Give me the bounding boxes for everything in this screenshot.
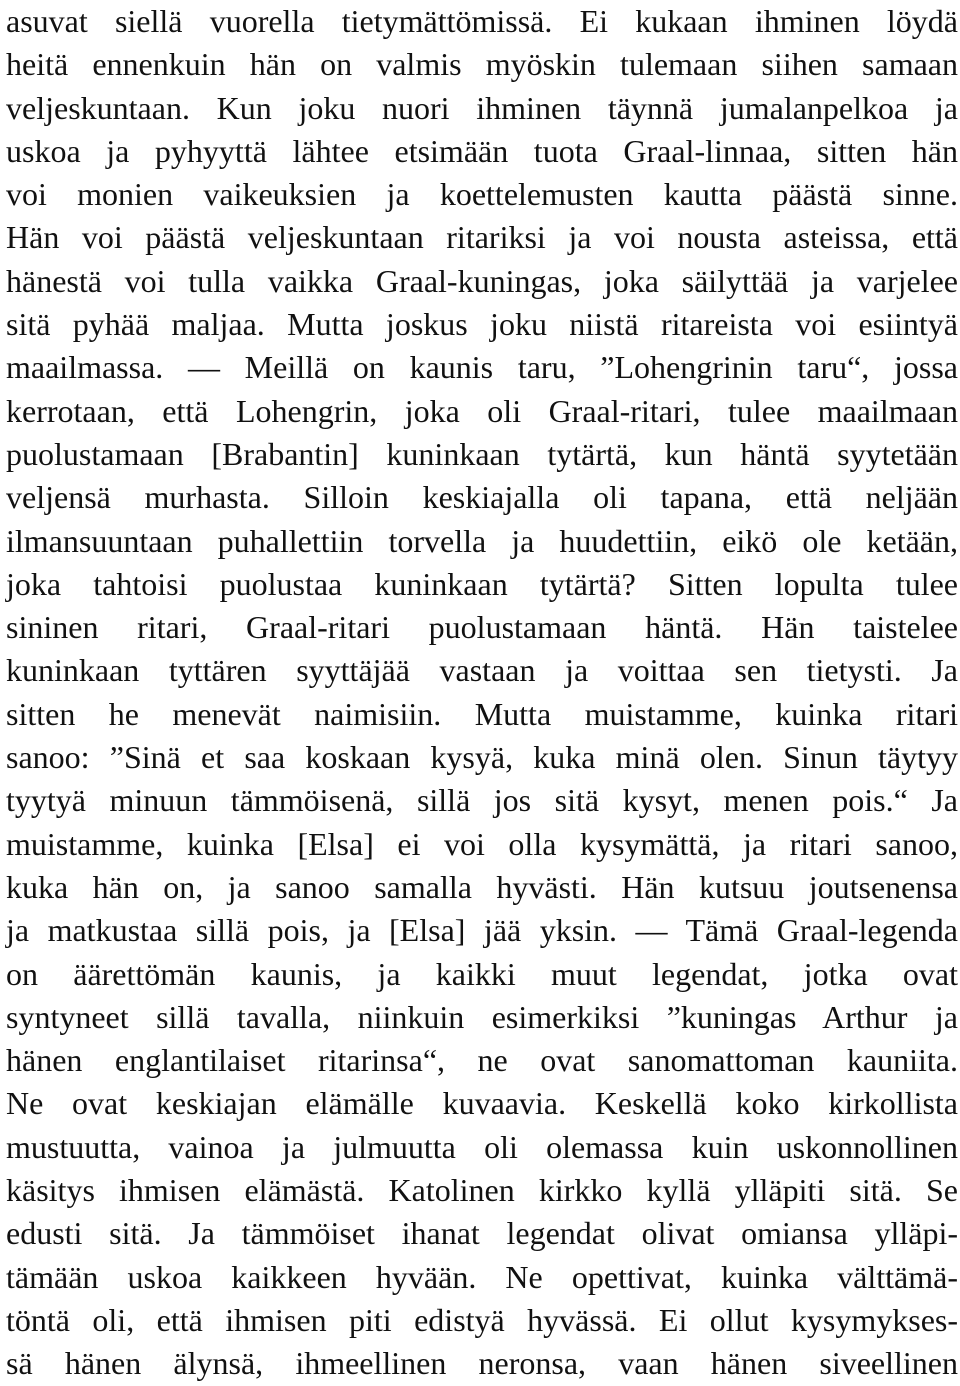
text-line: heitä ennenkuin hän on valmis myöskin tulemaan siihen samaan [6,46,958,83]
text-line: kerrotaan, että Lohengrin, joka oli Graal-ritari, tulee maailmaan [6,392,958,429]
text-line: ja matkustaa sillä pois, ja [Elsa] jää yksin. — Tämä Graal-legenda [6,912,958,949]
text-line: tämään uskoa kaikkeen hyvään. Ne opettivat, kuinka välttämä- [6,1258,958,1295]
text-line: kuka hän on, ja sanoo samalla hyvästi. Hän kutsuu joutsenensa [6,868,958,905]
text-line: veljeskuntaan. Kun joku nuori ihminen täynnä jumalanpelkoa ja [6,89,958,126]
text-line: Hän voi päästä veljeskuntaan ritariksi ja voi nousta asteissa, että [6,219,958,256]
text-line: uskoa ja pyhyyttä lähtee etsimään tuota Graal-linnaa, sitten hän [6,132,958,169]
text-line: Ne ovat keskiajan elämälle kuvaavia. Keskellä koko kirkollista [6,1085,958,1122]
text-line: joka tahtoisi puolustaa kuninkaan tytärtä? Sitten lopulta tulee [6,565,958,602]
text-line: sä hänen älynsä, ihmeellinen neronsa, vaan hänen siveellinen [6,1345,958,1382]
body-text [6,0,958,1386]
text-line: sininen ritari, Graal-ritari puolustamaan häntä. Hän taistelee [6,609,958,646]
text-line: sitä pyhää maljaa. Mutta joskus joku niistä ritareista voi esiintyä [6,306,958,343]
text-line: asuvat siellä vuorella tietymättömissä. Ei kukaan ihminen löydä [6,3,958,39]
text-line: mustuutta, vainoa ja julmuutta oli olemassa kuin uskonnollinen [6,1128,958,1165]
text-line: veljensä murhasta. Silloin keskiajalla oli tapana, että neljään [6,479,958,516]
text-line: on äärettömän kaunis, ja kaikki muut legendat, jotka ovat [6,955,958,992]
text-line: käsitys ihmisen elämästä. Katolinen kirkko kyllä ylläpiti sitä. Se [6,1172,958,1209]
text-line: hänestä voi tulla vaikka Graal-kuningas, joka säilyttää ja varjelee [6,262,958,299]
text-line: puolustamaan [Brabantin] kuninkaan tytärtä, kun häntä syytetään [6,435,958,472]
text-line: sanoo: ”Sinä et saa koskaan kysyä, kuka minä olen. Sinun täytyy [6,739,958,776]
text-line: kuninkaan tyttären syyttäjää vastaan ja voittaa sen tietysti. Ja [6,652,958,689]
text-line: maailmassa. — Meillä on kaunis taru, ”Lohengrinin taru“, jossa [6,349,958,386]
text-line: ilmansuuntaan puhallettiin torvella ja huudettiin, eikö ole ketään, [6,522,958,559]
text-line: syntyneet sillä tavalla, niinkuin esimerkiksi ”kuningas Arthur ja [6,998,958,1035]
text-line: tyytyä minuun tämmöisenä, sillä jos sitä kysyt, menen pois.“ Ja [6,782,958,819]
text-line: edusti sitä. Ja tämmöiset ihanat legendat olivat omiansa ylläpi- [6,1215,958,1252]
text-line: voi monien vaikeuksien ja koettelemusten kautta päästä sinne. [6,176,958,213]
text-line: töntä oli, että ihmisen piti edistyä hyvässä. Ei ollut kysymykses- [6,1301,958,1338]
text-line: muistamme, kuinka [Elsa] ei voi olla kysymättä, ja ritari sanoo, [6,825,958,862]
text-line: sitten he menevät naimisiin. Mutta muistamme, kuinka ritari [6,695,958,732]
text-line: hänen englantilaiset ritarinsa“, ne ovat sanomattoman kauniita. [6,1042,958,1079]
